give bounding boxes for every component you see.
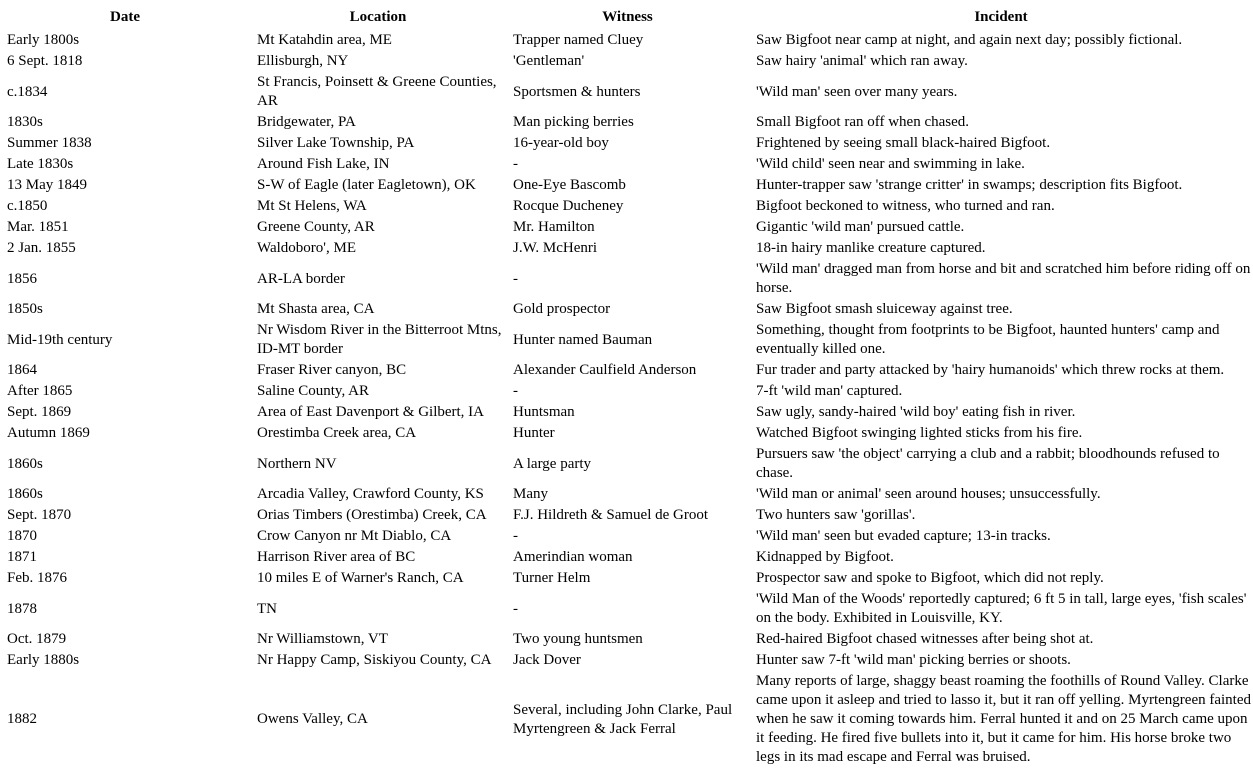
cell-date: Feb. 1876	[7, 570, 67, 586]
cell-date: Early 1880s	[7, 652, 80, 668]
cell-incident: Fur trader and party attacked by 'hairy humanoids' which threw rocks at them.	[756, 362, 1225, 378]
cell-incident: Saw Bigfoot smash sluiceway against tree.	[756, 301, 1013, 317]
cell-incident: Saw Bigfoot near camp at night, and again next day; possibly fictional.	[756, 32, 1183, 48]
cell-incident: 'Wild child' seen near and swimming in lake.	[756, 156, 1025, 172]
header-row	[0, 2, 1253, 29]
cell-location: Owens Valley, CA	[257, 711, 368, 727]
cell-witness: Alexander Caulfield Anderson	[513, 362, 697, 378]
cell-incident: 'Wild man' seen but evaded capture; 13-in tracks.	[756, 528, 1051, 544]
cell-incident: Saw hairy 'animal' which ran away.	[756, 53, 968, 69]
cell-location: Orestimba Creek area, CA	[257, 425, 417, 441]
cell-location: Saline County, AR	[257, 383, 369, 399]
cell-witness: -	[513, 528, 518, 544]
cell-date: Mid-19th century	[7, 331, 113, 348]
cell-date: Mar. 1851	[7, 219, 69, 235]
cell-witness: Man picking berries	[513, 114, 634, 130]
cell-date: Early 1800s	[7, 32, 80, 48]
cell-date: Autumn 1869	[7, 425, 90, 441]
cell-date: After 1865	[7, 383, 73, 399]
cell-witness: Turner Helm	[513, 570, 591, 586]
cell-witness: Huntsman	[513, 404, 575, 420]
table-row	[0, 239, 1253, 258]
cell-witness: Amerindian woman	[513, 549, 633, 565]
cell-location: AR-LA border	[257, 270, 345, 287]
cell-date: c.1834	[7, 83, 48, 100]
cell-date: 2 Jan. 1855	[7, 240, 76, 256]
cell-location: Arcadia Valley, Crawford County, KS	[257, 486, 484, 502]
cell-incident: Pursuers saw 'the object' carrying a club and a rabbit; bloodhounds refused to chase.	[756, 446, 1220, 481]
cell-incident: Many reports of large, shaggy beast roaming the foothills of Round Valley. Clarke came upon it asleep and tried to lasso it, but it ran off yelling. Myrtengreen fainted when he saw it coming towards him. Ferral hunted it and on 25 March came upon it feeding. He fired five bullets into it, but it came for him. His horse broke two legs in its mad escape and Ferral was bruised.	[756, 673, 1251, 765]
cell-witness: A large party	[513, 455, 592, 472]
table-row	[0, 260, 1253, 298]
column-header-incident: Incident	[974, 9, 1028, 25]
cell-witness: Sportsmen & hunters	[513, 83, 641, 100]
table-row	[0, 52, 1253, 71]
table-row	[0, 672, 1253, 767]
cell-witness: Rocque Ducheney	[513, 198, 624, 214]
cell-date: 1871	[7, 549, 37, 565]
cell-date: Summer 1838	[7, 135, 92, 151]
cell-date: 1864	[7, 362, 37, 378]
table-row	[0, 630, 1253, 649]
table-row	[0, 176, 1253, 195]
cell-incident: Prospector saw and spoke to Bigfoot, which did not reply.	[756, 570, 1104, 586]
table-row	[0, 155, 1253, 174]
cell-location: Bridgewater, PA	[257, 114, 356, 130]
cell-location: Fraser River canyon, BC	[257, 362, 407, 378]
cell-location: Nr Happy Camp, Siskiyou County, CA	[257, 652, 492, 668]
cell-witness: -	[513, 383, 518, 399]
cell-date: 1860s	[7, 486, 43, 502]
cell-date: 1882	[7, 711, 37, 727]
cell-witness: Many	[513, 486, 548, 502]
cell-date: 1860s	[7, 455, 43, 472]
cell-date: 6 Sept. 1818	[7, 53, 83, 69]
cell-witness: Two young huntsmen	[513, 631, 643, 647]
table-row	[0, 218, 1253, 237]
table-row	[0, 424, 1253, 443]
cell-date: 1870	[7, 528, 37, 544]
cell-incident: Saw ugly, sandy-haired 'wild boy' eating fish in river.	[756, 404, 1076, 420]
cell-location: Around Fish Lake, IN	[257, 156, 390, 172]
cell-date: 1878	[7, 600, 37, 617]
cell-date: Oct. 1879	[7, 631, 67, 647]
table-row	[0, 590, 1253, 628]
cell-incident: Gigantic 'wild man' pursued cattle.	[756, 219, 965, 235]
table-row	[0, 651, 1253, 670]
cell-location: Silver Lake Township, PA	[257, 135, 415, 151]
cell-incident: 'Wild man or animal' seen around houses; unsuccessfully.	[756, 486, 1101, 502]
table-row	[0, 300, 1253, 319]
table-row	[0, 527, 1253, 546]
column-header-witness: Witness	[602, 9, 653, 25]
table-row	[0, 569, 1253, 588]
cell-witness: Hunter named Bauman	[513, 331, 653, 348]
cell-witness: One-Eye Bascomb	[513, 177, 626, 193]
cell-witness: Several, including John Clarke, Paul Myrtengreen & Jack Ferral	[513, 701, 733, 737]
table-row	[0, 485, 1253, 504]
table-row	[0, 134, 1253, 153]
cell-incident: Kidnapped by Bigfoot.	[756, 549, 894, 565]
column-header-location: Location	[349, 9, 407, 25]
cell-incident: 'Wild Man of the Woods' reportedly captured; 6 ft 5 in tall, large eyes, 'fish scales' on the body. Exhibited in Louisville, KY.	[756, 591, 1247, 626]
cell-location: Greene County, AR	[257, 219, 375, 235]
cell-location: Mt Shasta area, CA	[257, 301, 375, 317]
table-row	[0, 113, 1253, 132]
cell-incident: Bigfoot beckoned to witness, who turned and ran.	[756, 198, 1055, 214]
cell-location: Area of East Davenport & Gilbert, IA	[257, 404, 485, 420]
cell-incident: 'Wild man' dragged man from horse and bit and scratched him before riding off on horse.	[756, 261, 1251, 296]
cell-location: Harrison River area of BC	[257, 549, 416, 565]
cell-witness: Jack Dover	[513, 652, 581, 668]
cell-location: Mt Katahdin area, ME	[257, 32, 392, 48]
cell-witness: -	[513, 600, 518, 617]
cell-witness: F.J. Hildreth & Samuel de Groot	[513, 507, 709, 523]
cell-incident: Two hunters saw 'gorillas'.	[756, 507, 916, 523]
column-header-date: Date	[110, 9, 140, 25]
cell-witness: Mr. Hamilton	[513, 219, 595, 235]
table-body	[0, 31, 1253, 767]
cell-location: Northern NV	[257, 455, 337, 472]
cell-incident: Hunter saw 7-ft 'wild man' picking berries or shoots.	[756, 652, 1071, 668]
cell-date: Sept. 1869	[7, 404, 72, 420]
table-row	[0, 31, 1253, 50]
cell-location: Mt St Helens, WA	[257, 198, 367, 214]
table-row	[0, 197, 1253, 216]
cell-location: S-W of Eagle (later Eagletown), OK	[257, 177, 476, 193]
table-row	[0, 361, 1253, 380]
cell-location: TN	[257, 600, 277, 617]
cell-date: 13 May 1849	[7, 177, 87, 193]
cell-witness: 'Gentleman'	[513, 53, 585, 69]
cell-incident: 18-in hairy manlike creature captured.	[756, 240, 986, 256]
cell-incident: Small Bigfoot ran off when chased.	[756, 114, 970, 130]
cell-location: St Francis, Poinsett & Greene Counties, AR	[257, 74, 497, 109]
cell-location: Nr Wisdom River in the Bitterroot Mtns, ID-MT border	[257, 322, 502, 357]
table-row	[0, 548, 1253, 567]
cell-date: 1830s	[7, 114, 43, 130]
cell-location: Ellisburgh, NY	[257, 53, 349, 69]
table-row	[0, 403, 1253, 422]
cell-incident: 'Wild man' seen over many years.	[756, 83, 958, 100]
cell-location: Waldoboro', ME	[257, 240, 356, 256]
cell-incident: 7-ft 'wild man' captured.	[756, 383, 903, 399]
cell-date: c.1850	[7, 198, 48, 214]
table-row	[0, 73, 1253, 111]
cell-witness: Hunter	[513, 425, 555, 441]
cell-incident: Red-haired Bigfoot chased witnesses after being shot at.	[756, 631, 1094, 647]
table-row	[0, 321, 1253, 359]
cell-location: Crow Canyon nr Mt Diablo, CA	[257, 528, 452, 544]
cell-witness: 16-year-old boy	[513, 135, 609, 151]
cell-witness: -	[513, 156, 518, 172]
table-row	[0, 506, 1253, 525]
cell-witness: Gold prospector	[513, 301, 611, 317]
cell-date: Late 1830s	[7, 156, 74, 172]
cell-location: Nr Williamstown, VT	[257, 631, 388, 647]
cell-witness: Trapper named Cluey	[513, 32, 644, 48]
cell-incident: Hunter-trapper saw 'strange critter' in swamps; description fits Bigfoot.	[756, 177, 1183, 193]
cell-incident: Frightened by seeing small black-haired Bigfoot.	[756, 135, 1051, 151]
cell-location: Orias Timbers (Orestimba) Creek, CA	[257, 507, 487, 523]
cell-location: 10 miles E of Warner's Ranch, CA	[257, 570, 464, 586]
cell-date: Sept. 1870	[7, 507, 72, 523]
cell-witness: J.W. McHenri	[513, 240, 598, 256]
cell-witness: -	[513, 270, 518, 287]
table-row	[0, 382, 1253, 401]
cell-date: 1856	[7, 270, 37, 287]
cell-date: 1850s	[7, 301, 43, 317]
cell-incident: Watched Bigfoot swinging lighted sticks from his fire.	[756, 425, 1083, 441]
table-row	[0, 445, 1253, 483]
cell-incident: Something, thought from footprints to be Bigfoot, haunted hunters' camp and eventually killed one.	[756, 322, 1220, 357]
